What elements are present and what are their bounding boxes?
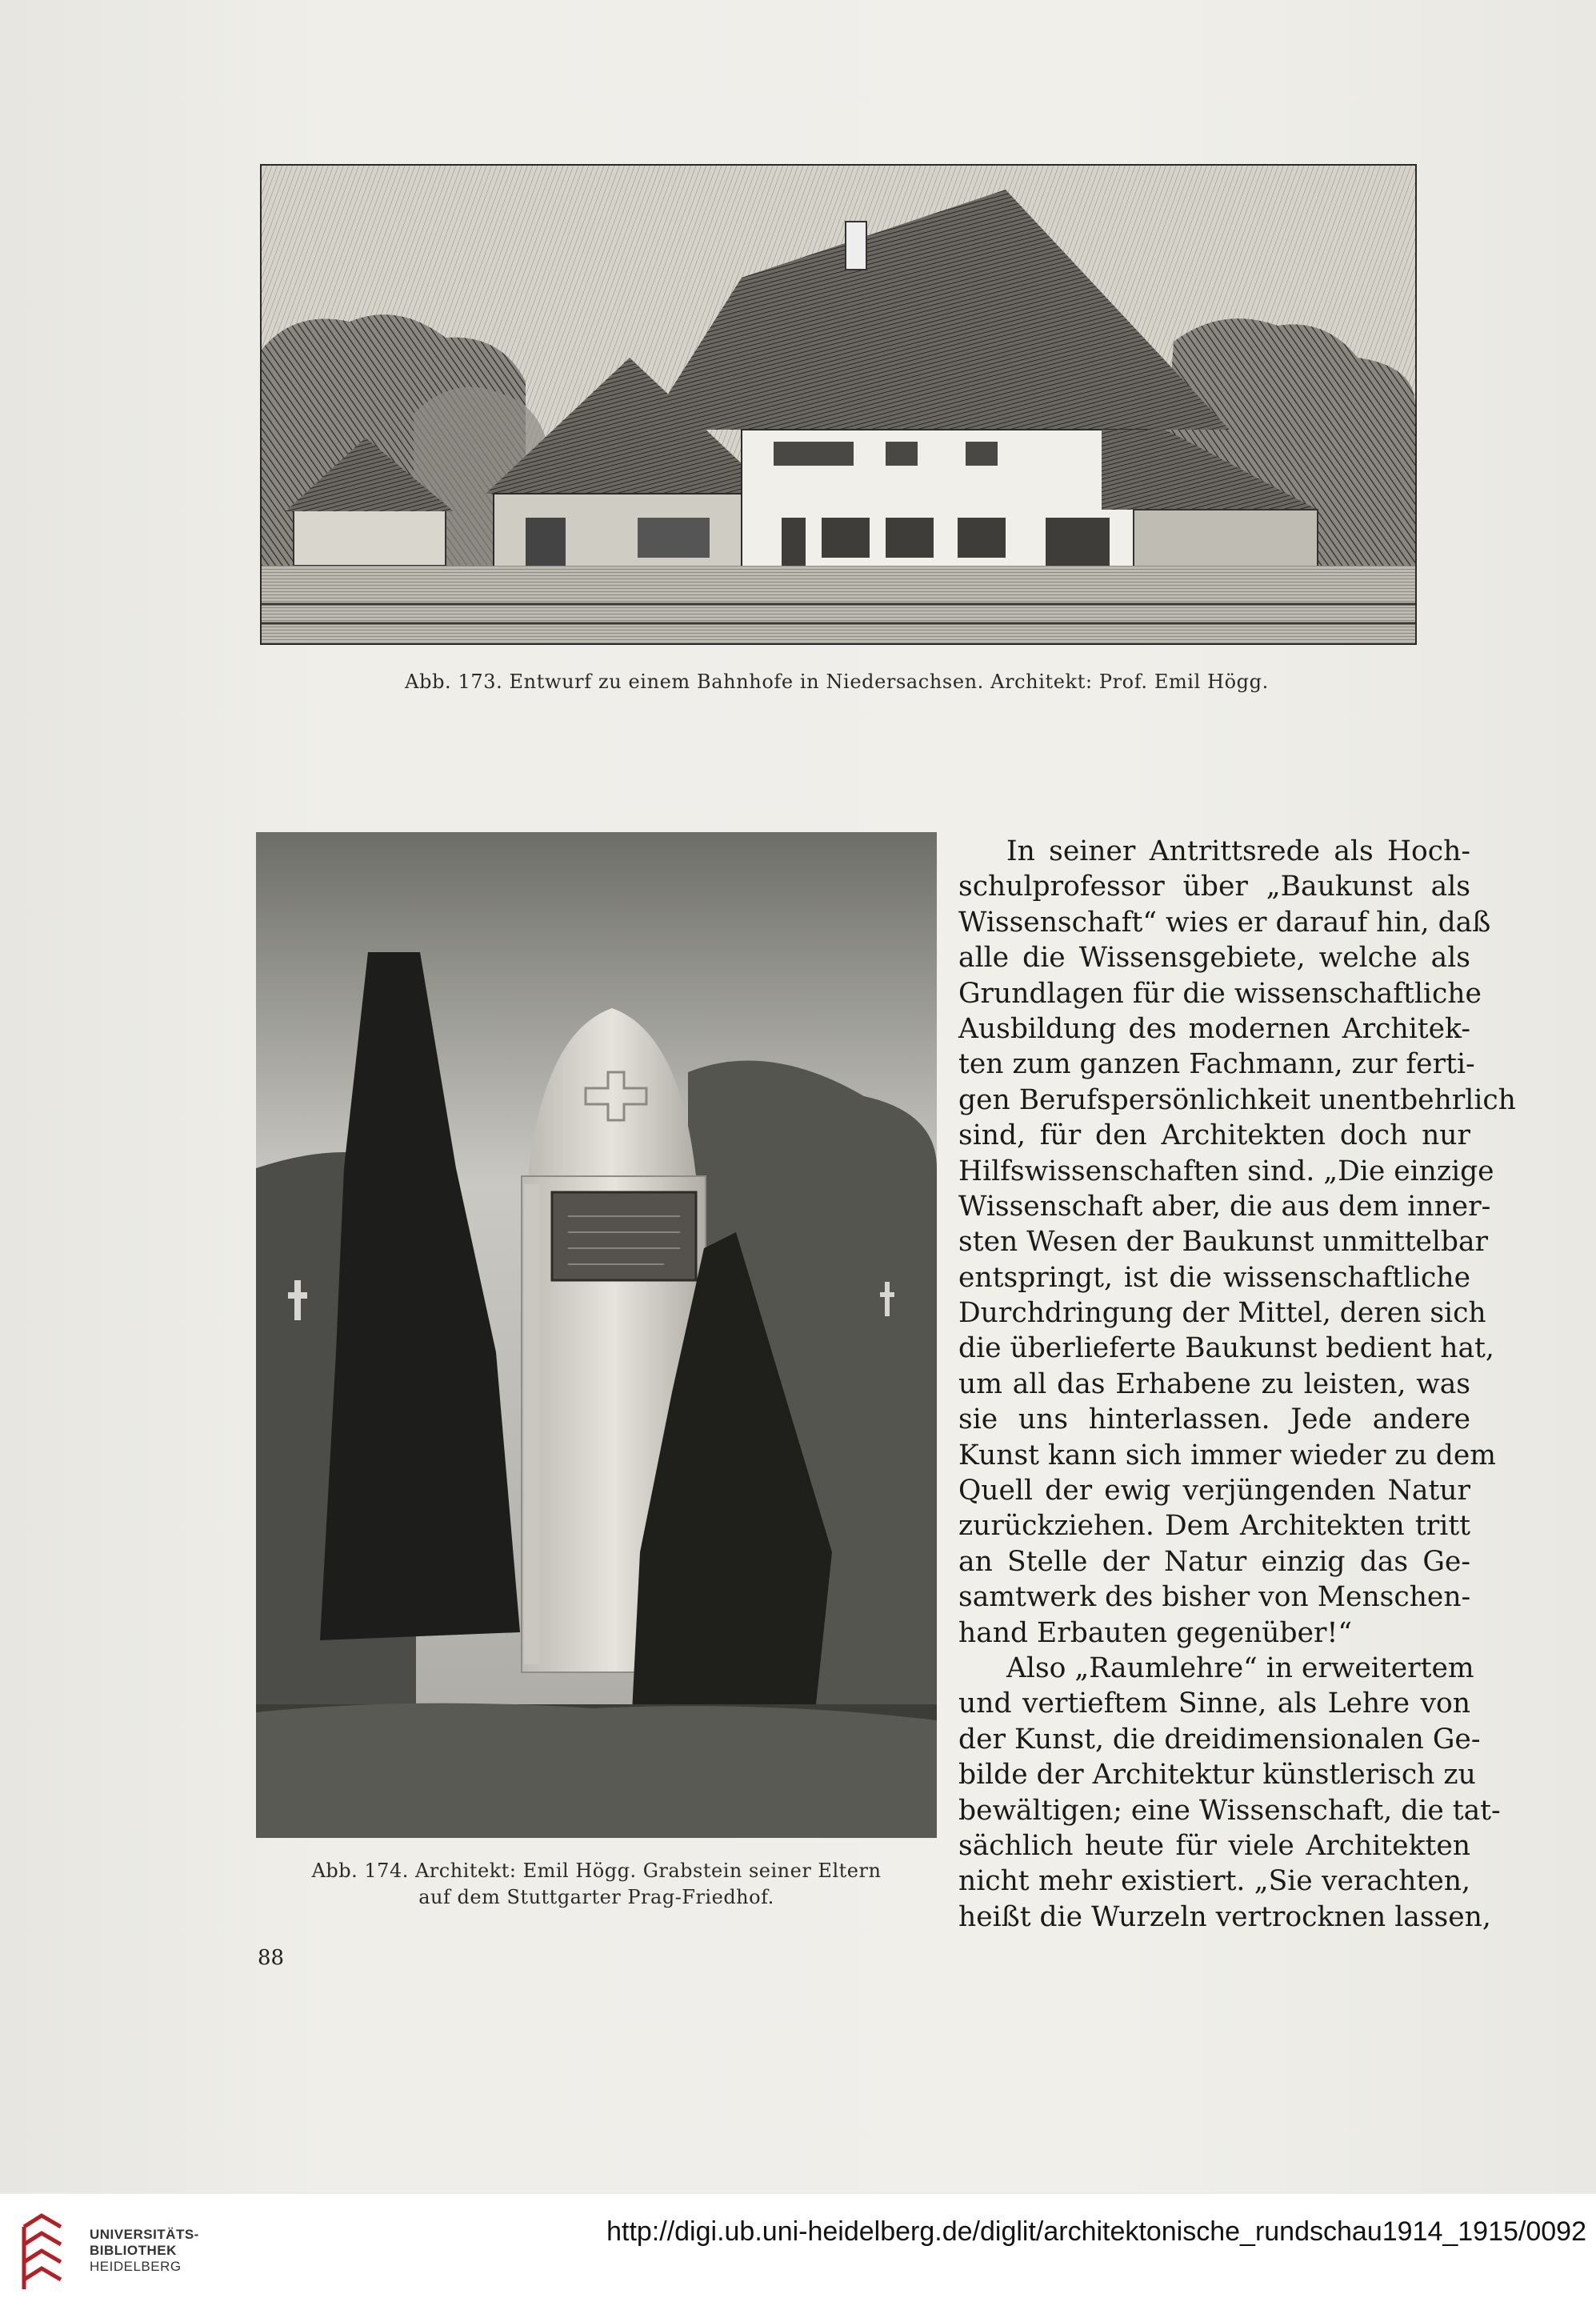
- text-line: der Kunst, die dreidimensionalen Ge-: [958, 1723, 1481, 1756]
- text-line: sten Wesen der Baukunst unmittelbar: [958, 1226, 1489, 1259]
- library-name[interactable]: [90, 2227, 199, 2275]
- text-line: sind, für den Architekten doch nur: [958, 1119, 1470, 1152]
- text-line: bewältigen; eine Wissenschaft, die tat-: [958, 1794, 1501, 1827]
- figure-174-caption: [256, 1858, 937, 1911]
- library-name-line-1: UNIVERSITÄTS-: [90, 2227, 199, 2242]
- text-line: schulprofessor über „Baukunst als: [958, 871, 1470, 903]
- figure-174-caption-line-2: auf dem Stuttgarter Prag-Friedhof.: [418, 1886, 774, 1908]
- gravestone-photo-illustration: [256, 832, 937, 1838]
- text-line: an Stelle der Natur einzig das Ge-: [958, 1545, 1470, 1578]
- body-text-column: [958, 834, 1516, 1935]
- text-line: heißt die Wurzeln vertrocknen lassen,: [958, 1900, 1491, 1933]
- text-line: sächlich heute für viele Architekten: [958, 1829, 1470, 1862]
- text-line: zurückziehen. Dem Architekten tritt: [958, 1510, 1470, 1543]
- station-drawing-illustration: [262, 166, 1415, 643]
- text-line: hand Erbauten gegenüber!“: [958, 1616, 1353, 1649]
- text-line: Wissenschaft aber, die aus dem inner-: [958, 1190, 1491, 1223]
- text-line: Hilfswissenschaften sind. „Die einzige: [958, 1155, 1494, 1187]
- text-line: um all das Erhabene zu leisten, was: [958, 1367, 1470, 1400]
- text-line: gen Berufspersönlichkeit unentbehrlich: [958, 1083, 1516, 1116]
- figure-173-station-drawing: [260, 164, 1417, 645]
- text-line: Also „Raumlehre“ in erweitertem: [1006, 1651, 1474, 1684]
- text-line: bilde der Architektur künstlerisch zu: [958, 1759, 1476, 1792]
- library-name-line-3: HEIDELBERG: [90, 2259, 182, 2274]
- text-line: sie uns hinterlassen. Jede andere: [958, 1403, 1470, 1436]
- text-line: nicht mehr existiert. „Sie verachten,: [958, 1865, 1470, 1898]
- figure-173-caption: Abb. 173. Entwurf zu einem Bahnhofe in Niedersachsen. Architekt: Prof. Emil Högg.: [405, 671, 1269, 693]
- text-line: alle die Wissensgebiete, welche als: [958, 942, 1470, 975]
- text-line: entspringt, ist die wissenschaftliche: [958, 1261, 1470, 1294]
- text-line: die überlieferte Baukunst bedient hat,: [958, 1332, 1494, 1365]
- text-line: Durchdringung der Mittel, deren sich: [958, 1297, 1486, 1330]
- text-line: ten zum ganzen Fachmann, zur ferti-: [958, 1048, 1475, 1081]
- text-line: samtwerk des bisher von Menschen-: [958, 1581, 1471, 1614]
- text-line: Grundlagen für die wissenschaftliche: [958, 977, 1482, 1010]
- page-number: 88: [258, 1946, 285, 1970]
- text-line: Quell der ewig verjüngenden Natur: [958, 1475, 1470, 1507]
- text-line: Ausbildung des modernen Architek-: [958, 1012, 1470, 1045]
- source-url-link[interactable]: http://digi.ub.uni-heidelberg.de/diglit/architektonische_rundschau1914_1915/0092: [606, 2216, 1586, 2247]
- library-name-line-2: BIBLIOTHEK: [90, 2243, 177, 2258]
- text-line: und vertieftem Sinne, als Lehre von: [958, 1687, 1470, 1720]
- figure-174-caption-line-1: Abb. 174. Architekt: Emil Högg. Grabstein seiner Eltern: [311, 1860, 882, 1882]
- text-line: In seiner Antrittsrede als Hoch-: [1006, 835, 1470, 867]
- university-library-logo-icon[interactable]: [18, 2212, 67, 2292]
- figure-174-gravestone-photo: [256, 832, 937, 1838]
- text-line: Kunst kann sich immer wieder zu dem: [958, 1439, 1496, 1471]
- text-line: Wissenschaft“ wies er darauf hin, daß: [958, 906, 1491, 939]
- footer-bar: [0, 2194, 1596, 2314]
